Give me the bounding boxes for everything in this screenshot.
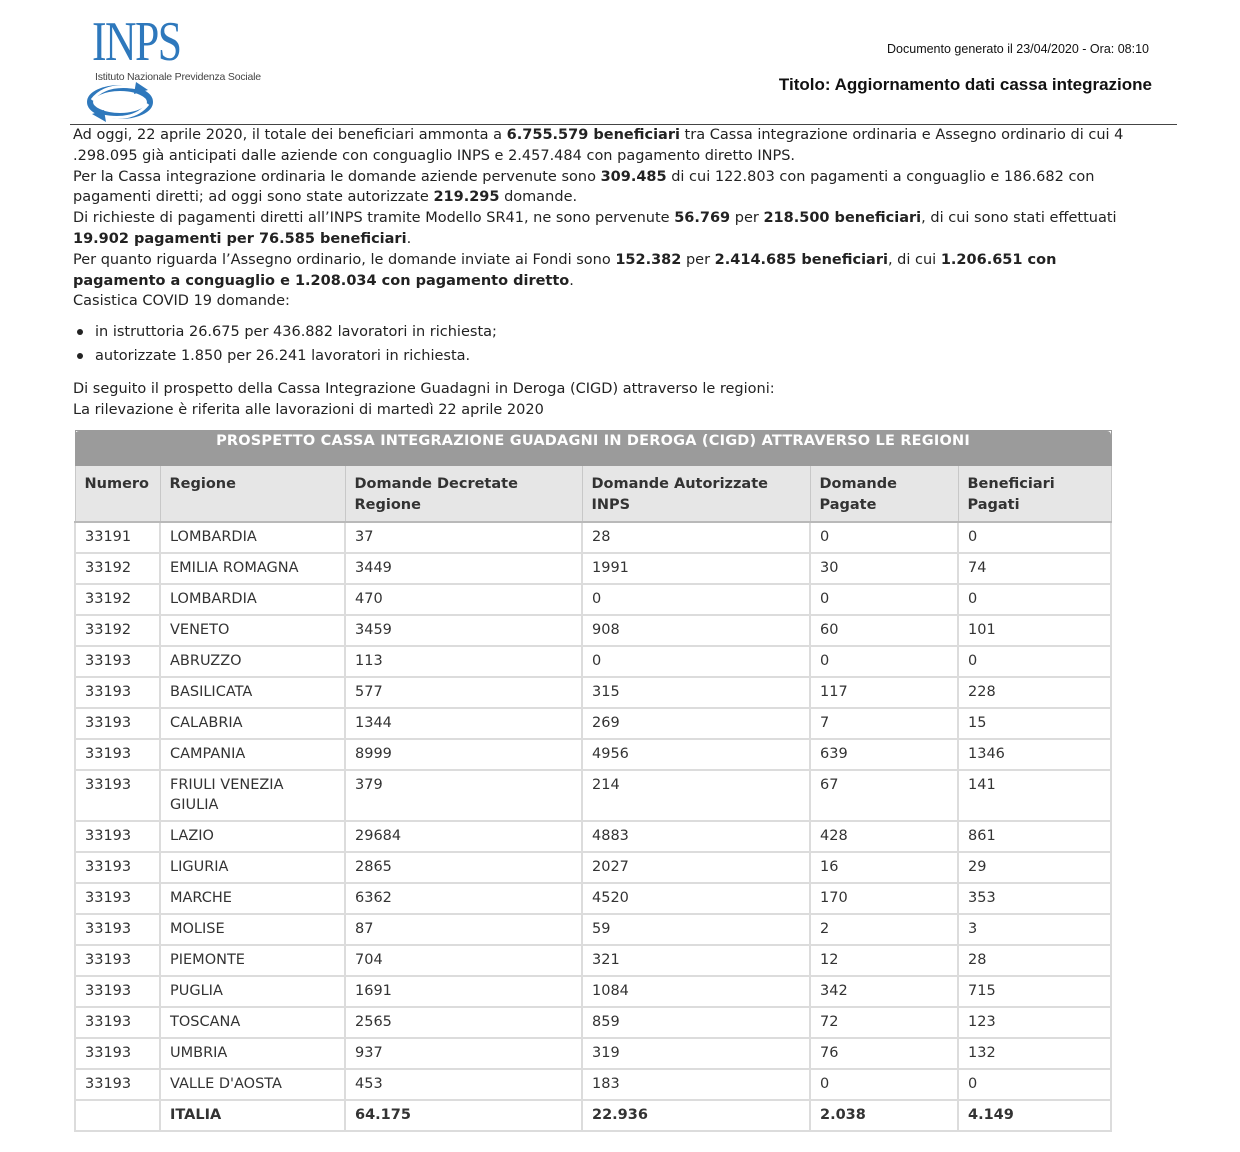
cell-regione: MOLISE: [160, 914, 345, 945]
cell-numero: 33193: [75, 646, 160, 677]
cell-regione: FRIULI VENEZIA GIULIA: [160, 770, 345, 821]
table-intro: [73, 379, 775, 420]
cell-domande-decretate: 2565: [345, 1007, 582, 1038]
cell-beneficiari-pagati: 132: [958, 1038, 1111, 1069]
cell-beneficiari-pagati: 3: [958, 914, 1111, 945]
cell-regione: PUGLIA: [160, 976, 345, 1007]
cell-beneficiari-pagati: 0: [958, 646, 1111, 677]
table-row: [75, 1069, 1111, 1100]
paragraph-assegno-ordinario: Per quanto riguarda l’Assegno ordinario, le domande inviate ai Fondi sono 152.382 per 2.414.685 beneficiari, di cui 1.206.651 con pagamento a conguaglio e 1.208.034 con pagamento diretto.: [73, 251, 1057, 289]
cell-beneficiari-pagati: 0: [958, 584, 1111, 615]
cell-numero: 33193: [75, 914, 160, 945]
header-label: Regione: [354, 497, 421, 513]
header-label: Domande: [819, 476, 897, 492]
cell-beneficiari-pagati: 101: [958, 615, 1111, 646]
table-row: [75, 852, 1111, 883]
cell-regione: TOSCANA: [160, 1007, 345, 1038]
cell-domande-decretate: 29684: [345, 821, 582, 852]
total-cell-domande-pagate: 2.038: [810, 1100, 958, 1131]
paragraph-covid: Casistica COVID 19 domande:: [73, 293, 290, 310]
cell-regione: EMILIA ROMAGNA: [160, 553, 345, 584]
cell-domande-decretate: 113: [345, 646, 582, 677]
cell-beneficiari-pagati: 861: [958, 821, 1111, 852]
table-row: [75, 821, 1111, 852]
cell-domande-pagate: 12: [810, 945, 958, 976]
cigd-table: [74, 430, 1112, 1132]
cell-numero: 33193: [75, 945, 160, 976]
header-domande-autorizzate: [582, 466, 810, 523]
cell-domande-decretate: 3449: [345, 553, 582, 584]
cell-regione: ABRUZZO: [160, 646, 345, 677]
cell-numero: 33193: [75, 883, 160, 914]
cell-domande-autorizzate: 1991: [582, 553, 810, 584]
cell-regione: BASILICATA: [160, 677, 345, 708]
cell-beneficiari-pagati: 715: [958, 976, 1111, 1007]
cell-numero: 33193: [75, 770, 160, 821]
cell-domande-pagate: 0: [810, 522, 958, 553]
header-label: Domande Autorizzate: [591, 476, 768, 492]
cell-domande-decretate: 1691: [345, 976, 582, 1007]
list-item: autorizzate 1.850 per 26.241 lavoratori in richiesta.: [73, 346, 497, 370]
table-title: PROSPETTO CASSA INTEGRAZIONE GUADAGNI IN DEROGA (CIGD) ATTRAVERSO LE REGIONI: [75, 431, 1111, 466]
header-label: Pagate: [819, 497, 877, 513]
cell-domande-autorizzate: 319: [582, 1038, 810, 1069]
cell-regione: PIEMONTE: [160, 945, 345, 976]
cell-beneficiari-pagati: 74: [958, 553, 1111, 584]
cell-domande-pagate: 30: [810, 553, 958, 584]
table-row: [75, 646, 1111, 677]
cell-regione: CAMPANIA: [160, 739, 345, 770]
cell-domande-pagate: 0: [810, 584, 958, 615]
table-row: [75, 615, 1111, 646]
cell-domande-decretate: 1344: [345, 708, 582, 739]
cell-domande-autorizzate: 908: [582, 615, 810, 646]
table-row: [75, 770, 1111, 821]
paragraph-sr41: Di richieste di pagamenti diretti all’INPS tramite Modello SR41, ne sono pervenute 56.769 per 218.500 beneficiari, di cui sono stati effettuati 19.902 pagamenti per 76.585 beneficiari.: [73, 210, 1117, 247]
paragraph-total: Ad oggi, 22 aprile 2020, il totale dei beneficiari ammonta a 6.755.579 beneficiari tra Cassa integrazione ordinaria e Assegno ordinario di cui 4 .298.095 già anticipati dalle aziende con conguaglio INPS e 2.457.484 con pagamento diretto INPS.: [73, 127, 1124, 164]
table-row: [75, 677, 1111, 708]
cell-regione: MARCHE: [160, 883, 345, 914]
cell-numero: 33193: [75, 1038, 160, 1069]
cell-beneficiari-pagati: 141: [958, 770, 1111, 821]
table-body: [75, 522, 1111, 1131]
cell-beneficiari-pagati: 353: [958, 883, 1111, 914]
logo-wordmark: INPS: [92, 11, 181, 73]
paragraph-prospetto: Di seguito il prospetto della Cassa Integrazione Guadagni in Deroga (CIGD) attraverso le regioni:: [73, 381, 775, 397]
header-label: Domande Decretate: [354, 476, 518, 492]
cell-domande-autorizzate: 2027: [582, 852, 810, 883]
cell-domande-pagate: 60: [810, 615, 958, 646]
header-label: Numero: [84, 476, 150, 492]
cell-domande-autorizzate: 4883: [582, 821, 810, 852]
header-numero: [75, 466, 160, 523]
cell-domande-decretate: 577: [345, 677, 582, 708]
cell-numero: 33192: [75, 553, 160, 584]
cell-numero: 33193: [75, 677, 160, 708]
summary-text: [73, 125, 1138, 312]
generated-timestamp: Documento generato il 23/04/2020 - Ora: 08:10: [887, 42, 1149, 56]
cell-domande-decretate: 37: [345, 522, 582, 553]
table-row: [75, 883, 1111, 914]
paragraph-rilevazione: La rilevazione è riferita alle lavorazioni di martedì 22 aprile 2020: [73, 401, 544, 418]
header-domande-pagate: [810, 466, 958, 523]
cell-numero: 33193: [75, 708, 160, 739]
cell-beneficiari-pagati: 0: [958, 522, 1111, 553]
cell-regione: UMBRIA: [160, 1038, 345, 1069]
cell-numero: 33193: [75, 852, 160, 883]
header-label: Regione: [169, 476, 236, 492]
total-cell-domande-autorizzate: 22.936: [582, 1100, 810, 1131]
cell-domande-pagate: 639: [810, 739, 958, 770]
cell-domande-decretate: 453: [345, 1069, 582, 1100]
table-row: [75, 914, 1111, 945]
table-row: [75, 553, 1111, 584]
cell-domande-decretate: 704: [345, 945, 582, 976]
logo-subtitle: Istituto Nazionale Previdenza Sociale: [95, 71, 261, 83]
table-row: [75, 945, 1111, 976]
cell-domande-pagate: 0: [810, 1069, 958, 1100]
paragraph-cig-ordinaria: Per la Cassa integrazione ordinaria le domande aziende pervenute sono 309.485 di cui 122.803 con pagamenti a conguaglio e 186.682 con pagamenti diretti; ad oggi sono state autorizzate 219.295 domande.: [73, 168, 1095, 206]
cell-domande-autorizzate: 859: [582, 1007, 810, 1038]
header-domande-decretate: [345, 466, 582, 523]
cell-domande-pagate: 342: [810, 976, 958, 1007]
total-cell-beneficiari-pagati: 4.149: [958, 1100, 1111, 1131]
header-beneficiari-pagati: [958, 466, 1111, 523]
cell-beneficiari-pagati: 15: [958, 708, 1111, 739]
cell-domande-autorizzate: 214: [582, 770, 810, 821]
cell-domande-pagate: 7: [810, 708, 958, 739]
cell-numero: 33192: [75, 615, 160, 646]
cell-domande-autorizzate: 0: [582, 584, 810, 615]
cell-numero: 33192: [75, 584, 160, 615]
cell-domande-decretate: 8999: [345, 739, 582, 770]
total-cell-regione: ITALIA: [160, 1100, 345, 1131]
cell-domande-decretate: 2865: [345, 852, 582, 883]
cell-domande-pagate: 170: [810, 883, 958, 914]
table-row: [75, 739, 1111, 770]
header-label: INPS: [591, 497, 631, 513]
covid-list: [73, 322, 497, 370]
cell-domande-autorizzate: 269: [582, 708, 810, 739]
cell-numero: 33193: [75, 1007, 160, 1038]
cell-domande-pagate: 0: [810, 646, 958, 677]
cell-regione: LOMBARDIA: [160, 522, 345, 553]
total-cell-domande-decretate: 64.175: [345, 1100, 582, 1131]
cell-domande-autorizzate: 183: [582, 1069, 810, 1100]
table-header-row: [75, 466, 1111, 523]
cigd-table-container: [74, 430, 1110, 1132]
cell-domande-decretate: 87: [345, 914, 582, 945]
cell-domande-autorizzate: 0: [582, 646, 810, 677]
cell-numero: 33193: [75, 739, 160, 770]
cell-beneficiari-pagati: 123: [958, 1007, 1111, 1038]
cell-domande-autorizzate: 4956: [582, 739, 810, 770]
cell-domande-decretate: 379: [345, 770, 582, 821]
cell-numero: 33191: [75, 522, 160, 553]
document-title: Titolo: Aggiornamento dati cassa integrazione: [778, 75, 1152, 94]
table-total-row: [75, 1100, 1111, 1131]
cell-domande-autorizzate: 1084: [582, 976, 810, 1007]
cell-beneficiari-pagati: 29: [958, 852, 1111, 883]
cell-beneficiari-pagati: 28: [958, 945, 1111, 976]
table-row: [75, 708, 1111, 739]
cell-domande-decretate: 470: [345, 584, 582, 615]
total-cell-numero: [75, 1100, 160, 1131]
cell-domande-pagate: 72: [810, 1007, 958, 1038]
table-row: [75, 976, 1111, 1007]
cell-domande-autorizzate: 28: [582, 522, 810, 553]
header-label: Pagati: [967, 497, 1020, 513]
cell-domande-autorizzate: 321: [582, 945, 810, 976]
cell-domande-decretate: 3459: [345, 615, 582, 646]
table-row: [75, 584, 1111, 615]
cell-domande-autorizzate: 4520: [582, 883, 810, 914]
cell-domande-pagate: 428: [810, 821, 958, 852]
cell-domande-pagate: 2: [810, 914, 958, 945]
cell-beneficiari-pagati: 0: [958, 1069, 1111, 1100]
inps-logo: [86, 11, 286, 126]
cell-regione: LAZIO: [160, 821, 345, 852]
logo-arrows-icon: [86, 80, 158, 124]
cell-domande-decretate: 6362: [345, 883, 582, 914]
cell-domande-pagate: 117: [810, 677, 958, 708]
header-label: Beneficiari: [967, 476, 1055, 492]
table-row: [75, 1038, 1111, 1069]
header-regione: [160, 466, 345, 523]
cell-regione: CALABRIA: [160, 708, 345, 739]
cell-numero: 33193: [75, 821, 160, 852]
cell-regione: LOMBARDIA: [160, 584, 345, 615]
cell-domande-pagate: 67: [810, 770, 958, 821]
table-row: [75, 522, 1111, 553]
cell-beneficiari-pagati: 1346: [958, 739, 1111, 770]
table-row: [75, 1007, 1111, 1038]
cell-domande-pagate: 76: [810, 1038, 958, 1069]
list-item: in istruttoria 26.675 per 436.882 lavoratori in richiesta;: [73, 322, 497, 346]
cell-regione: VENETO: [160, 615, 345, 646]
cell-domande-decretate: 937: [345, 1038, 582, 1069]
cell-regione: VALLE D'AOSTA: [160, 1069, 345, 1100]
cell-numero: 33193: [75, 976, 160, 1007]
cell-beneficiari-pagati: 228: [958, 677, 1111, 708]
cell-regione: LIGURIA: [160, 852, 345, 883]
cell-domande-autorizzate: 59: [582, 914, 810, 945]
cell-domande-pagate: 16: [810, 852, 958, 883]
cell-domande-autorizzate: 315: [582, 677, 810, 708]
cell-numero: 33193: [75, 1069, 160, 1100]
